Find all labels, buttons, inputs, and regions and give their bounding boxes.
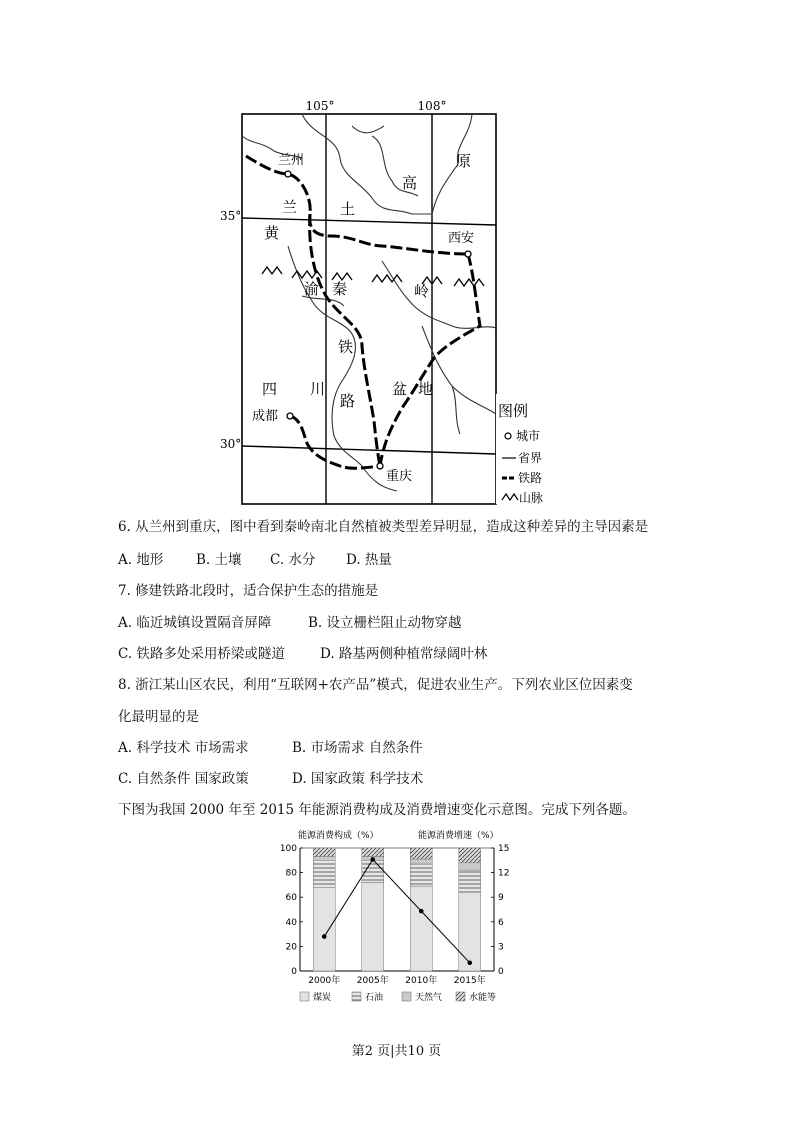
legend-swatch bbox=[300, 992, 309, 1001]
question-7-options-row1 bbox=[118, 614, 462, 632]
option: A. 地形 bbox=[118, 552, 164, 568]
growth-line bbox=[324, 859, 470, 962]
right-tick-label: 3 bbox=[498, 942, 504, 953]
region-char: 土 bbox=[340, 200, 356, 218]
growth-point bbox=[467, 961, 472, 966]
bar-segment bbox=[410, 859, 432, 864]
question-8-stem-line2: 化最明显的是 bbox=[118, 709, 199, 725]
city-chengdu-label: 成都 bbox=[252, 409, 279, 424]
option: A. 科学技术 市场需求 bbox=[118, 740, 249, 756]
region-char: 路 bbox=[340, 392, 356, 410]
region-char: 盆 bbox=[392, 380, 408, 398]
city-lanzhou-marker bbox=[285, 171, 291, 177]
growth-point bbox=[370, 857, 375, 862]
bar-segment bbox=[459, 892, 481, 971]
question-6-options bbox=[118, 551, 392, 569]
option: C. 水分 bbox=[270, 552, 316, 568]
left-tick-label: 40 bbox=[285, 917, 297, 928]
legend-border-label: 省界 bbox=[518, 451, 543, 465]
legend-city-label: 城市 bbox=[516, 429, 541, 443]
bar-segment bbox=[313, 857, 335, 861]
option: B. 市场需求 自然条件 bbox=[292, 740, 423, 756]
energy-consumption-chart bbox=[270, 826, 520, 1012]
region-char: 兰 bbox=[282, 198, 298, 216]
option: A. 临近城镇设置隔音屏障 bbox=[118, 615, 272, 631]
chart-intro-text: 下图为我国 2000 年至 2015 年能源消费构成及消费增速变化示意图。完成下列各题。 bbox=[118, 802, 636, 818]
right-axis-title: 能源消费增速（%） bbox=[418, 831, 499, 841]
chart-legend bbox=[300, 991, 496, 1003]
right-tick-label: 9 bbox=[498, 893, 504, 904]
city-chengdu-marker bbox=[287, 413, 293, 419]
bar-segment bbox=[313, 860, 335, 887]
railway-map bbox=[220, 96, 544, 508]
region-char: 秦 bbox=[332, 280, 348, 298]
legend-label: 天然气 bbox=[415, 993, 443, 1003]
bar-segment bbox=[410, 886, 432, 971]
parallel-30 bbox=[242, 446, 496, 454]
bar-segment bbox=[410, 864, 432, 886]
city-xian-label: 西安 bbox=[448, 231, 475, 246]
page-footer: 第2 页|共10 页 bbox=[351, 1044, 442, 1059]
city-xian-marker bbox=[465, 251, 471, 257]
lat-label-30: 30° bbox=[220, 437, 242, 451]
lon-label-105: 105° bbox=[305, 99, 335, 113]
option: C. 铁路多处采用桥梁或隧道 bbox=[118, 646, 285, 662]
city-chongqing-marker bbox=[377, 463, 383, 469]
parallel-35 bbox=[242, 218, 496, 225]
bar-segment bbox=[313, 887, 335, 971]
legend-title: 图例 bbox=[498, 402, 529, 420]
region-char: 地 bbox=[418, 380, 434, 398]
bar-segment bbox=[313, 848, 335, 857]
question-8-stem-line1: 8. 浙江某山区农民，利用“互联网+农产品”模式，促进农业生产。下列农业区位因素变 bbox=[118, 677, 633, 693]
left-tick-label: 0 bbox=[291, 967, 297, 977]
lat-label-35: 35° bbox=[220, 209, 242, 223]
legend-railway-label: 铁路 bbox=[518, 471, 543, 485]
region-char: 渝 bbox=[304, 280, 320, 298]
x-tick-label: 2000年 bbox=[308, 976, 341, 986]
plot-area bbox=[280, 844, 510, 986]
region-char: 原 bbox=[456, 152, 472, 170]
right-tick-label: 15 bbox=[498, 844, 510, 854]
bar-segment bbox=[459, 848, 481, 863]
region-char: 川 bbox=[310, 380, 326, 398]
legend-swatch bbox=[352, 992, 361, 1001]
growth-point bbox=[322, 934, 327, 939]
bar-segment bbox=[459, 870, 481, 892]
region-char: 铁 bbox=[338, 338, 354, 356]
legend-label: 煤炭 bbox=[313, 993, 332, 1003]
left-axis-title: 能源消费构成（%） bbox=[298, 831, 379, 841]
legend-mountain-label: 山脉 bbox=[519, 491, 544, 505]
right-tick-label: 12 bbox=[498, 868, 510, 879]
option: D. 路基两侧种植常绿阔叶林 bbox=[320, 646, 488, 662]
right-tick-label: 0 bbox=[498, 967, 504, 977]
city-chongqing-label: 重庆 bbox=[386, 469, 413, 484]
question-6-stem: 6. 从兰州到重庆，图中看到秦岭南北自然植被类型差异明显，造成这种差异的主导因素是 bbox=[118, 519, 649, 535]
bar-segment bbox=[459, 863, 481, 870]
question-8-options-row2 bbox=[118, 770, 423, 788]
region-char: 黄 bbox=[264, 224, 280, 242]
x-tick-label: 2005年 bbox=[356, 976, 389, 986]
city-lanzhou-label: 兰州 bbox=[278, 153, 305, 168]
option: B. 设立栅栏阻止动物穿越 bbox=[308, 615, 462, 631]
question-8-options-row1 bbox=[118, 739, 423, 757]
region-char: 岭 bbox=[414, 282, 430, 300]
bar-segment bbox=[410, 848, 432, 859]
qinling-mountains bbox=[262, 267, 484, 286]
bar-segment bbox=[362, 882, 384, 971]
legend-swatch bbox=[456, 992, 465, 1001]
province-borders bbox=[242, 114, 496, 491]
lon-label-108: 108° bbox=[417, 99, 447, 113]
region-char: 高 bbox=[402, 174, 418, 192]
growth-point bbox=[419, 909, 424, 914]
bar-segment bbox=[362, 848, 384, 857]
option: D. 热量 bbox=[346, 552, 392, 568]
option: B. 土壤 bbox=[196, 552, 242, 568]
right-tick-label: 6 bbox=[498, 917, 504, 928]
question-7-stem: 7. 修建铁路北段时，适合保护生态的措施是 bbox=[118, 583, 379, 599]
legend-swatch bbox=[402, 992, 411, 1001]
x-tick-label: 2015年 bbox=[453, 976, 486, 986]
option: D. 国家政策 科学技术 bbox=[292, 771, 424, 787]
left-tick-label: 20 bbox=[285, 942, 297, 953]
legend-label: 水能等 bbox=[469, 993, 497, 1003]
left-tick-label: 100 bbox=[279, 844, 297, 854]
legend-city-icon bbox=[505, 433, 511, 439]
region-char: 四 bbox=[262, 380, 278, 398]
option: C. 自然条件 国家政策 bbox=[118, 771, 249, 787]
x-tick-label: 2010年 bbox=[405, 976, 438, 986]
question-7-options-row2 bbox=[118, 645, 487, 663]
legend-label: 石油 bbox=[365, 993, 384, 1003]
left-tick-label: 80 bbox=[285, 868, 297, 879]
left-tick-label: 60 bbox=[285, 893, 297, 904]
